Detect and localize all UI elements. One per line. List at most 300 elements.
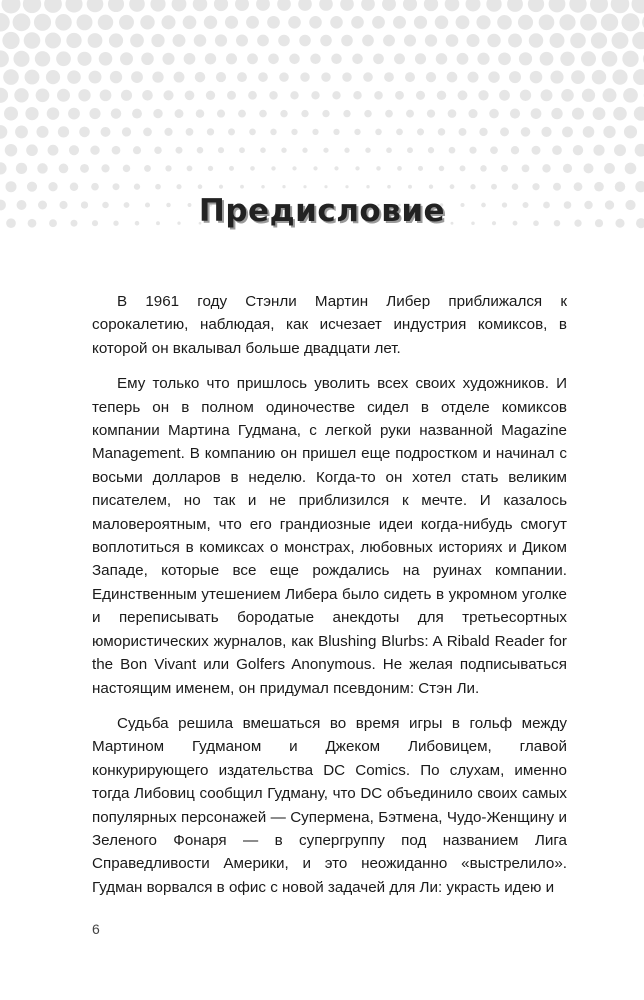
halftone-dot [521,127,531,137]
halftone-dot [552,145,562,155]
halftone-dot [549,0,566,12]
halftone-dot [151,34,164,47]
halftone-dot [621,13,639,31]
halftone-dot [228,128,235,135]
halftone-dot [176,147,183,154]
halftone-dot [183,15,197,29]
halftone-dot [299,35,311,47]
halftone-dot [624,125,637,138]
halftone-dot [611,0,630,13]
halftone-dot [450,184,455,189]
halftone-dot [322,110,329,117]
halftone-dot [418,166,423,171]
halftone-dot [406,110,414,118]
halftone-dot [593,107,606,120]
halftone-dot [150,0,165,12]
halftone-dot [131,71,143,83]
halftone-dot [290,91,298,99]
halftone-dot [15,125,28,138]
halftone-dot [217,110,225,118]
halftone-dot [614,144,626,156]
halftone-dot [13,51,29,67]
halftone-dot [518,15,533,30]
halftone-dot [500,127,509,136]
halftone-dot [417,128,424,135]
halftone-dot [173,34,186,47]
halftone-dot [0,125,7,139]
halftone-dot [226,53,237,64]
halftone-dot [59,164,69,174]
halftone-dot [539,14,555,30]
halftone-dot [404,34,416,46]
halftone-dot [559,14,575,30]
halftone-dot [542,164,550,172]
halftone-dot [258,72,268,82]
halftone-dot [208,166,213,171]
halftone-dot [427,109,435,117]
halftone-dot [334,166,338,170]
halftone-dot [573,145,583,155]
halftone-dot [507,0,523,12]
halftone-dot [303,185,306,188]
halftone-dot [439,166,445,172]
halftone-dot [37,163,47,173]
halftone-dot [532,146,541,155]
halftone-dot [119,15,134,30]
halftone-dot [16,163,27,174]
halftone-dot [175,109,184,118]
halftone-dot [486,0,501,12]
halftone-dot [90,146,99,155]
halftone-dot [569,0,586,13]
halftone-dot [91,183,99,191]
halftone-dot [508,34,522,48]
halftone-dot [238,110,246,118]
halftone-dot [351,16,364,29]
halftone-dot [591,32,607,48]
halftone-dot [459,128,467,136]
halftone-dot [331,54,342,65]
halftone-dot [47,107,60,120]
halftone-dot [185,90,195,100]
halftone-dot [354,129,360,135]
halftone-dot [365,147,370,152]
halftone-dot [36,88,50,102]
halftone-dot [67,70,81,84]
halftone-dot [0,162,7,174]
halftone-dot [330,16,343,29]
halftone-dot [603,88,617,102]
halftone-dot [98,15,113,30]
halftone-dot [622,51,638,67]
halftone-dot [364,110,372,118]
halftone-dot [416,91,425,100]
halftone-dot [635,144,644,157]
halftone-dot [110,71,122,83]
halftone-dot [277,0,291,11]
halftone-dot [4,107,18,121]
halftone-dot [487,34,500,47]
halftone-dot [510,109,520,119]
halftone-dot [205,53,216,64]
halftone-dot [78,89,90,101]
halftone-dot [164,128,172,136]
halftone-dot [469,147,476,154]
halftone-dot [282,185,285,188]
halftone-dot [289,54,300,65]
halftone-dot [384,72,394,82]
halftone-dot [582,89,595,102]
halftone-dot [0,13,10,32]
halftone-dot [386,147,392,153]
halftone-dot [324,185,327,188]
halftone-dot [68,108,80,120]
halftone-dot [45,33,61,49]
halftone-dot [352,54,363,65]
halftone-dot [604,163,615,174]
halftone-dot [563,164,572,173]
halftone-dot [141,53,154,66]
halftone-dot [65,0,82,13]
halftone-dot [27,182,37,192]
halftone-dot [594,182,604,192]
halftone-dot [415,53,426,64]
halftone-dot [625,163,637,175]
halftone-dot [55,14,72,31]
halftone-dot [323,148,328,153]
halftone-dot [550,33,565,48]
halftone-dot [99,52,113,66]
halftone-dot [387,185,391,189]
halftone-dot [257,35,269,47]
halftone-dot [435,16,448,29]
halftone-dot [122,127,131,136]
halftone-dot [193,0,208,11]
halftone-dot [580,14,597,31]
halftone-dot [227,91,236,100]
halftone-dot [144,165,151,172]
halftone-dot [134,184,140,190]
halftone-dot [216,72,226,82]
halftone-dot [309,16,322,29]
halftone-dot [281,148,286,153]
halftone-dot [48,145,59,156]
halftone-dot [375,129,382,136]
halftone-dot [372,16,385,29]
halftone-dot [25,107,38,120]
halftone-dot [0,50,9,67]
halftone-dot [509,71,521,83]
halftone-dot [632,32,644,50]
halftone-dot [57,89,70,102]
halftone-dot [460,165,466,171]
halftone-dot [603,126,615,138]
halftone-dot [561,89,574,102]
halftone-dot [584,163,594,173]
halftone-dot [320,35,332,47]
halftone-dot [363,72,373,82]
halftone-dot [2,0,21,14]
halftone-dot [385,110,393,118]
halftone-dot [467,34,480,47]
halftone-dot [490,146,498,154]
halftone-dot [298,0,312,11]
halftone-dot [240,185,244,189]
halftone-dot [635,181,644,192]
halftone-dot [425,34,437,46]
halftone-dot [449,147,456,154]
halftone-dot [332,91,340,99]
halftone-dot [592,70,606,84]
halftone-dot [133,146,141,154]
halftone-dot [383,35,395,47]
halftone-dot [163,90,173,100]
halftone-dot [247,53,258,64]
halftone-dot [155,184,161,190]
halftone-dot [615,181,625,191]
halftone-dot [478,90,488,100]
halftone-dot [5,181,16,192]
halftone-dot [583,126,595,138]
halftone-dot [376,166,381,171]
halftone-dot [302,148,307,153]
halftone-dot [112,146,121,155]
halftone-dot [437,91,446,100]
halftone-dot [261,185,265,189]
halftone-dot [88,33,103,48]
halftone-dot [581,51,596,66]
halftone-dot [530,71,543,84]
halftone-dot [197,147,204,154]
halftone-dot [468,109,477,118]
halftone-dot [237,72,247,82]
halftone-dot [35,51,50,66]
halftone-dot [560,52,574,66]
halftone-dot [522,165,530,173]
halftone-dot [353,91,361,99]
halftone-dot [633,69,644,85]
halftone-dot [196,109,205,118]
halftone-dot [279,72,289,82]
halftone-dot [540,52,554,66]
halftone-dot [429,185,433,189]
halftone-dot [239,147,245,153]
halftone-dot [288,16,301,29]
halftone-dot [3,69,19,85]
halftone-dot [342,72,351,81]
halftone-dot [26,144,38,156]
halftone-dot [184,53,196,65]
halftone-dot [570,33,586,49]
halftone-dot [77,52,91,66]
halftone-dot [123,165,131,173]
halftone-dot [394,53,405,64]
halftone-dot [300,72,309,81]
halftone-dot [165,165,171,171]
halftone-dot [531,108,542,119]
halftone-dot [129,0,145,12]
halftone-dot [100,89,112,101]
halftone-dot [590,0,608,13]
halftone-dot [344,148,349,153]
halftone-dot [497,15,512,30]
halftone-dot [23,0,41,13]
halftone-dot [80,164,89,173]
halftone-dot [14,88,28,102]
paragraph: В 1961 году Стэнли Мартин Либер приближался к сорокалетию, наблюдая, как исчезает индустрия комиксов, в которой он вкалывал больше двадцати лет. [92,293,567,357]
halftone-dot [488,71,500,83]
halftone-dot [207,128,214,135]
halftone-dot [198,184,203,189]
halftone-dot [447,72,458,83]
halftone-dot [236,35,248,47]
halftone-dot [176,184,181,189]
halftone-dot [470,184,475,189]
halftone-dot [501,165,508,172]
halftone-dot [46,70,60,84]
halftone-dot [70,182,79,191]
halftone-dot [571,70,585,84]
halftone-dot [562,126,573,137]
halftone-dot [362,35,374,47]
halftone-dot [153,109,162,118]
halftone-dot [532,183,539,190]
halftone-dot [340,0,354,11]
halftone-dot [593,145,604,156]
halftone-dot [280,110,287,117]
halftone-dot [101,127,111,137]
halftone-dot [260,147,266,153]
halftone-dot [36,126,48,138]
halftone-dot [120,52,133,65]
halftone-dot [249,129,256,136]
halftone-dot [632,0,644,14]
halftone-dot [456,15,470,29]
halftone-dot [187,166,193,172]
halftone-dot [194,34,207,47]
halftone-dot [601,14,618,31]
halftone-dot [602,51,618,67]
halftone-dot [541,89,553,101]
halftone-dot [382,0,396,11]
halftone-dot [44,0,62,13]
halftone-dot [248,91,257,100]
halftone-dot [424,0,438,11]
halftone-dot [311,91,319,99]
halftone-dot [109,33,123,47]
halftone-dot [132,109,142,119]
halftone-dot [143,128,152,137]
halftone-dot [528,0,544,12]
halftone-dot [355,166,359,170]
halftone-dot [48,182,57,191]
halftone-dot [174,72,185,83]
halftone-dot [140,15,154,29]
halftone-dot [154,146,162,154]
halftone-dot [458,90,468,100]
halftone-dot [551,108,562,119]
halftone-dot [268,53,279,64]
halftone-dot [511,146,519,154]
halftone-dot [108,0,124,12]
halftone-dot [477,53,489,65]
halftone-dot [405,72,415,82]
halftone-dot [414,16,427,29]
halftone-dot [269,91,278,100]
halftone-dot [457,53,469,65]
halftone-dot [130,34,144,48]
paragraph: Ему только что пришлось уволить всех своих художников. И теперь он в полном одиночестве сидел в отделе комиксов компании Мартина Гудмана, с легкой руки названной Magazine Management. В компанию он пришел еще подростком и начинал с восьми долларов в неделю. Когда-то он хотел стать великим писателем, но так и не приблизился к мечте. И казалось маловероятным, что его грандиозные идеи когда-нибудь смогут воплотиться в комиксах о монстрах, любовных историях и Диком Западе, которые все еще рождались на руинах компании. Единственным утешением Либера было сидеть в укромном уголке и переписывать бородатые анекдоты для третьесортных юмористических журналов, как Blushing Blurbs: A Ribald Reader for the Bon Vivant или Golfers Anonymous. Не желая подписываться настоящим именем, он придумал псевдоним: Стэн Ли. [92,375,567,697]
halftone-dot [572,108,584,120]
halftone-dot [292,166,296,170]
halftone-dot [428,147,434,153]
halftone-dot [499,90,510,101]
halftone-dot [366,185,369,188]
halftone-dot [373,53,384,64]
halftone-dot [101,164,109,172]
halftone-dot [2,32,19,49]
halftone-dot [574,182,583,191]
halftone-dot [215,34,227,46]
halftone-dot [206,91,215,100]
halftone-dot [426,72,436,82]
halftone-dot [550,71,563,84]
halftone-dot [161,15,175,29]
halftone-dot [186,128,194,136]
halftone-dot [313,166,317,170]
halftone-dot [34,14,51,31]
halftone-dot [374,91,383,100]
halftone-dot [162,53,174,65]
halftone-dot [235,0,249,11]
halftone-dot [476,15,490,29]
halftone-dot [111,108,122,119]
halftone-dot [152,71,163,82]
halftone-dot [361,0,375,11]
halftone-dot [333,129,339,135]
body-text [92,290,567,911]
halftone-dot [541,127,551,137]
halftone-dot [219,185,223,189]
halftone-dot [466,0,481,11]
halftone-dot [403,0,417,11]
halftone-dot [512,183,519,190]
halftone-dot [267,16,280,29]
halftone-dot [489,109,499,119]
page-number: 6 [92,921,100,937]
paragraph: Судьба решила вмешаться во время игры в гольф между Мартином Гудманом и Джеком Либовицем, главой конкурирующего издательства DC Comics. По слухам, именно тогда Либовиц сообщил Гудману, что DC объединило своих самых популярных персонажей — Супермена, Бэтмена, Чудо-Женщину и Зеленого Фонаря — в супергруппу под названием Лига Справедливости Америки, и это неожиданно «выстрелило». Гудман ворвался в офис с новой задачей для Ли: украсть идею и [92,714,567,896]
halftone-dot [519,52,532,65]
halftone-dot [310,54,320,64]
halftone-dot [396,129,403,136]
halftone-dot [24,32,41,49]
halftone-dot [407,147,413,153]
halftone-dot [66,33,81,48]
halftone-dot [613,107,627,121]
halftone-dot [69,145,79,155]
halftone-dot [343,110,350,117]
halftone-dot [58,126,69,137]
halftone-dot [5,144,17,156]
halftone-dot [520,90,531,101]
halftone-dot [623,88,638,103]
halftone-dot [225,16,238,29]
halftone-dot [393,16,406,29]
halftone-dot [479,128,487,136]
halftone-dot [271,166,275,170]
halftone-dot [291,129,297,135]
halftone-dot [79,127,90,138]
